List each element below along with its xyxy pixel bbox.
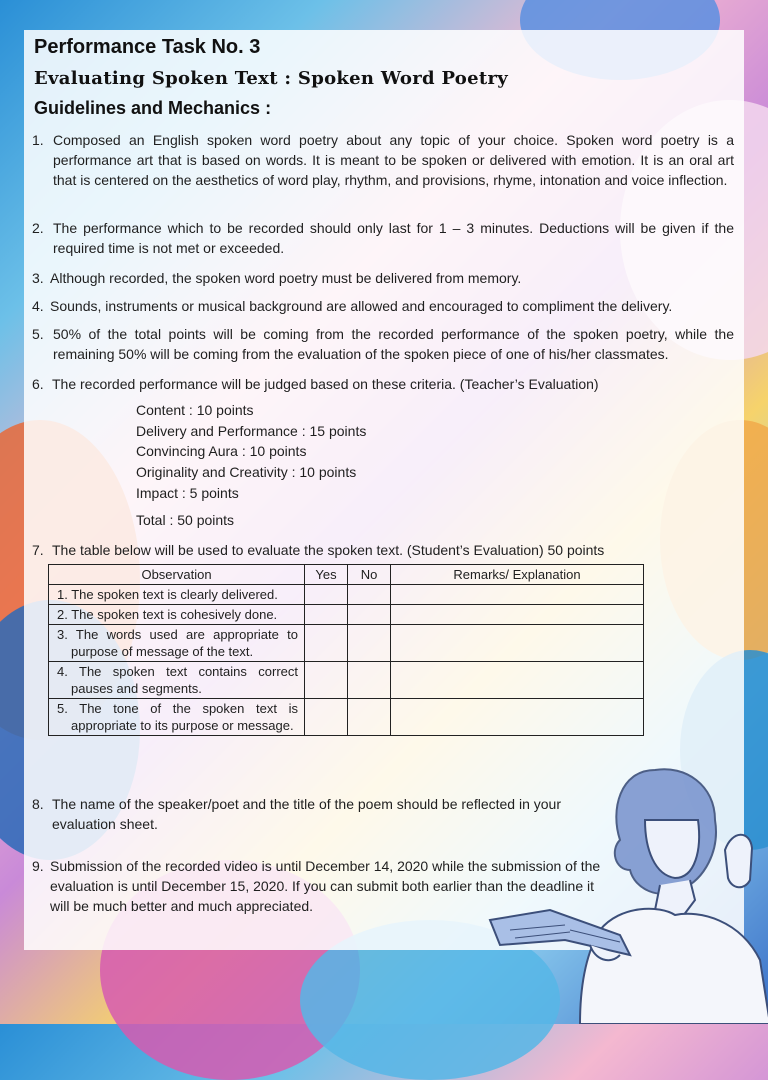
column-header-yes: Yes <box>305 565 348 585</box>
table-row <box>49 585 644 605</box>
yes-cell <box>305 605 348 625</box>
remarks-cell <box>391 662 644 699</box>
item-text: 50% of the total points will be coming from the recorded performance of the spoken poetry, while the remaining 50% will be coming from the evaluation of the spoken piece of one of his/her classmates. <box>53 326 734 362</box>
remarks-cell <box>391 625 644 662</box>
evaluation-table <box>48 564 644 736</box>
page-subtitle: Evaluating Spoken Text : Spoken Word Poetry <box>34 68 509 89</box>
table-row <box>49 662 644 699</box>
guideline-item <box>32 130 734 190</box>
observation-text: 5. The tone of the spoken text is appropriate to its purpose or message. <box>57 701 298 733</box>
item-text: Composed an English spoken word poetry about any topic of your choice. Spoken word poetry is a performance art that is based on words. It is meant to be spoken or delivered with emotion. It is an oral art that is centered on the aesthetics of word play, rhythm, and provisions, rhyme, intonation and voice inflection. <box>53 132 734 188</box>
observation-text: 2. The spoken text is cohesively done. <box>57 607 278 622</box>
criterion: Impact : 5 points <box>136 485 239 501</box>
speaker-illustration <box>470 760 768 1024</box>
item-text: The table below will be used to evaluate the spoken text. (Student’s Evaluation) 50 points <box>52 542 605 558</box>
criterion: Content : 10 points <box>136 402 254 418</box>
observation-cell <box>49 585 305 605</box>
guideline-item <box>32 374 734 394</box>
guideline-item <box>32 324 734 364</box>
section-heading: Guidelines and Mechanics : <box>34 98 272 118</box>
column-header-no: No <box>348 565 391 585</box>
criteria-total: Total : 50 points <box>136 512 235 528</box>
yes-cell <box>305 699 348 736</box>
criterion: Convincing Aura : 10 points <box>136 443 307 459</box>
table-row <box>49 625 644 662</box>
guideline-item <box>32 540 734 560</box>
table-row <box>49 699 644 736</box>
item-number: 6. <box>32 376 44 392</box>
remarks-cell <box>391 605 644 625</box>
item-number: 4. <box>32 298 44 314</box>
item-number: 1. <box>32 132 44 148</box>
observation-cell <box>49 605 305 625</box>
item-number: 8. <box>32 796 44 812</box>
table-header-row <box>49 565 644 585</box>
page-title: Performance Task No. 3 <box>34 36 261 58</box>
no-cell <box>348 605 391 625</box>
observation-cell <box>49 699 305 736</box>
yes-cell <box>305 662 348 699</box>
yes-cell <box>305 625 348 662</box>
guideline-item <box>32 218 734 258</box>
no-cell <box>348 585 391 605</box>
guideline-item <box>32 268 734 288</box>
item-text: Sounds, instruments or musical background are allowed and encouraged to compliment the delivery. <box>50 298 673 314</box>
criterion: Originality and Creativity : 10 points <box>136 464 357 480</box>
column-header-observation: Observation <box>49 565 305 585</box>
item-number: 2. <box>32 220 44 236</box>
remarks-cell <box>391 585 644 605</box>
no-cell <box>348 699 391 736</box>
item-text: Submission of the recorded video is until December 14, 2020 while the submission of the evaluation is until December 15, 2020. If you can submit both earlier than the deadline it will be much better and much appreciated. <box>50 858 601 914</box>
criterion: Delivery and Performance : 15 points <box>136 423 367 439</box>
no-cell <box>348 625 391 662</box>
no-cell <box>348 662 391 699</box>
item-text: The name of the speaker/poet and the title of the poem should be reflected in your evaluation sheet. <box>52 796 561 832</box>
yes-cell <box>305 585 348 605</box>
observation-cell <box>49 625 305 662</box>
observation-cell <box>49 662 305 699</box>
table-row <box>49 605 644 625</box>
remarks-cell <box>391 699 644 736</box>
item-number: 5. <box>32 326 44 342</box>
observation-text: 1. The spoken text is clearly delivered. <box>57 587 278 602</box>
observation-text: 3. The words used are appropriate to purpose of message of the text. <box>57 627 298 659</box>
column-header-remarks: Remarks/ Explanation <box>391 565 644 585</box>
item-text: Although recorded, the spoken word poetry must be delivered from memory. <box>50 270 522 286</box>
item-number: 7. <box>32 542 44 558</box>
observation-text: 4. The spoken text contains correct pauses and segments. <box>57 664 298 696</box>
item-number: 9. <box>32 858 44 874</box>
item-text: The recorded performance will be judged based on these criteria. (Teacher’s Evaluation) <box>52 376 599 392</box>
item-number: 3. <box>32 270 44 286</box>
item-text: The performance which to be recorded should only last for 1 – 3 minutes. Deductions will be given if the required time is not met or exceeded. <box>53 220 734 256</box>
guideline-item <box>32 296 734 316</box>
